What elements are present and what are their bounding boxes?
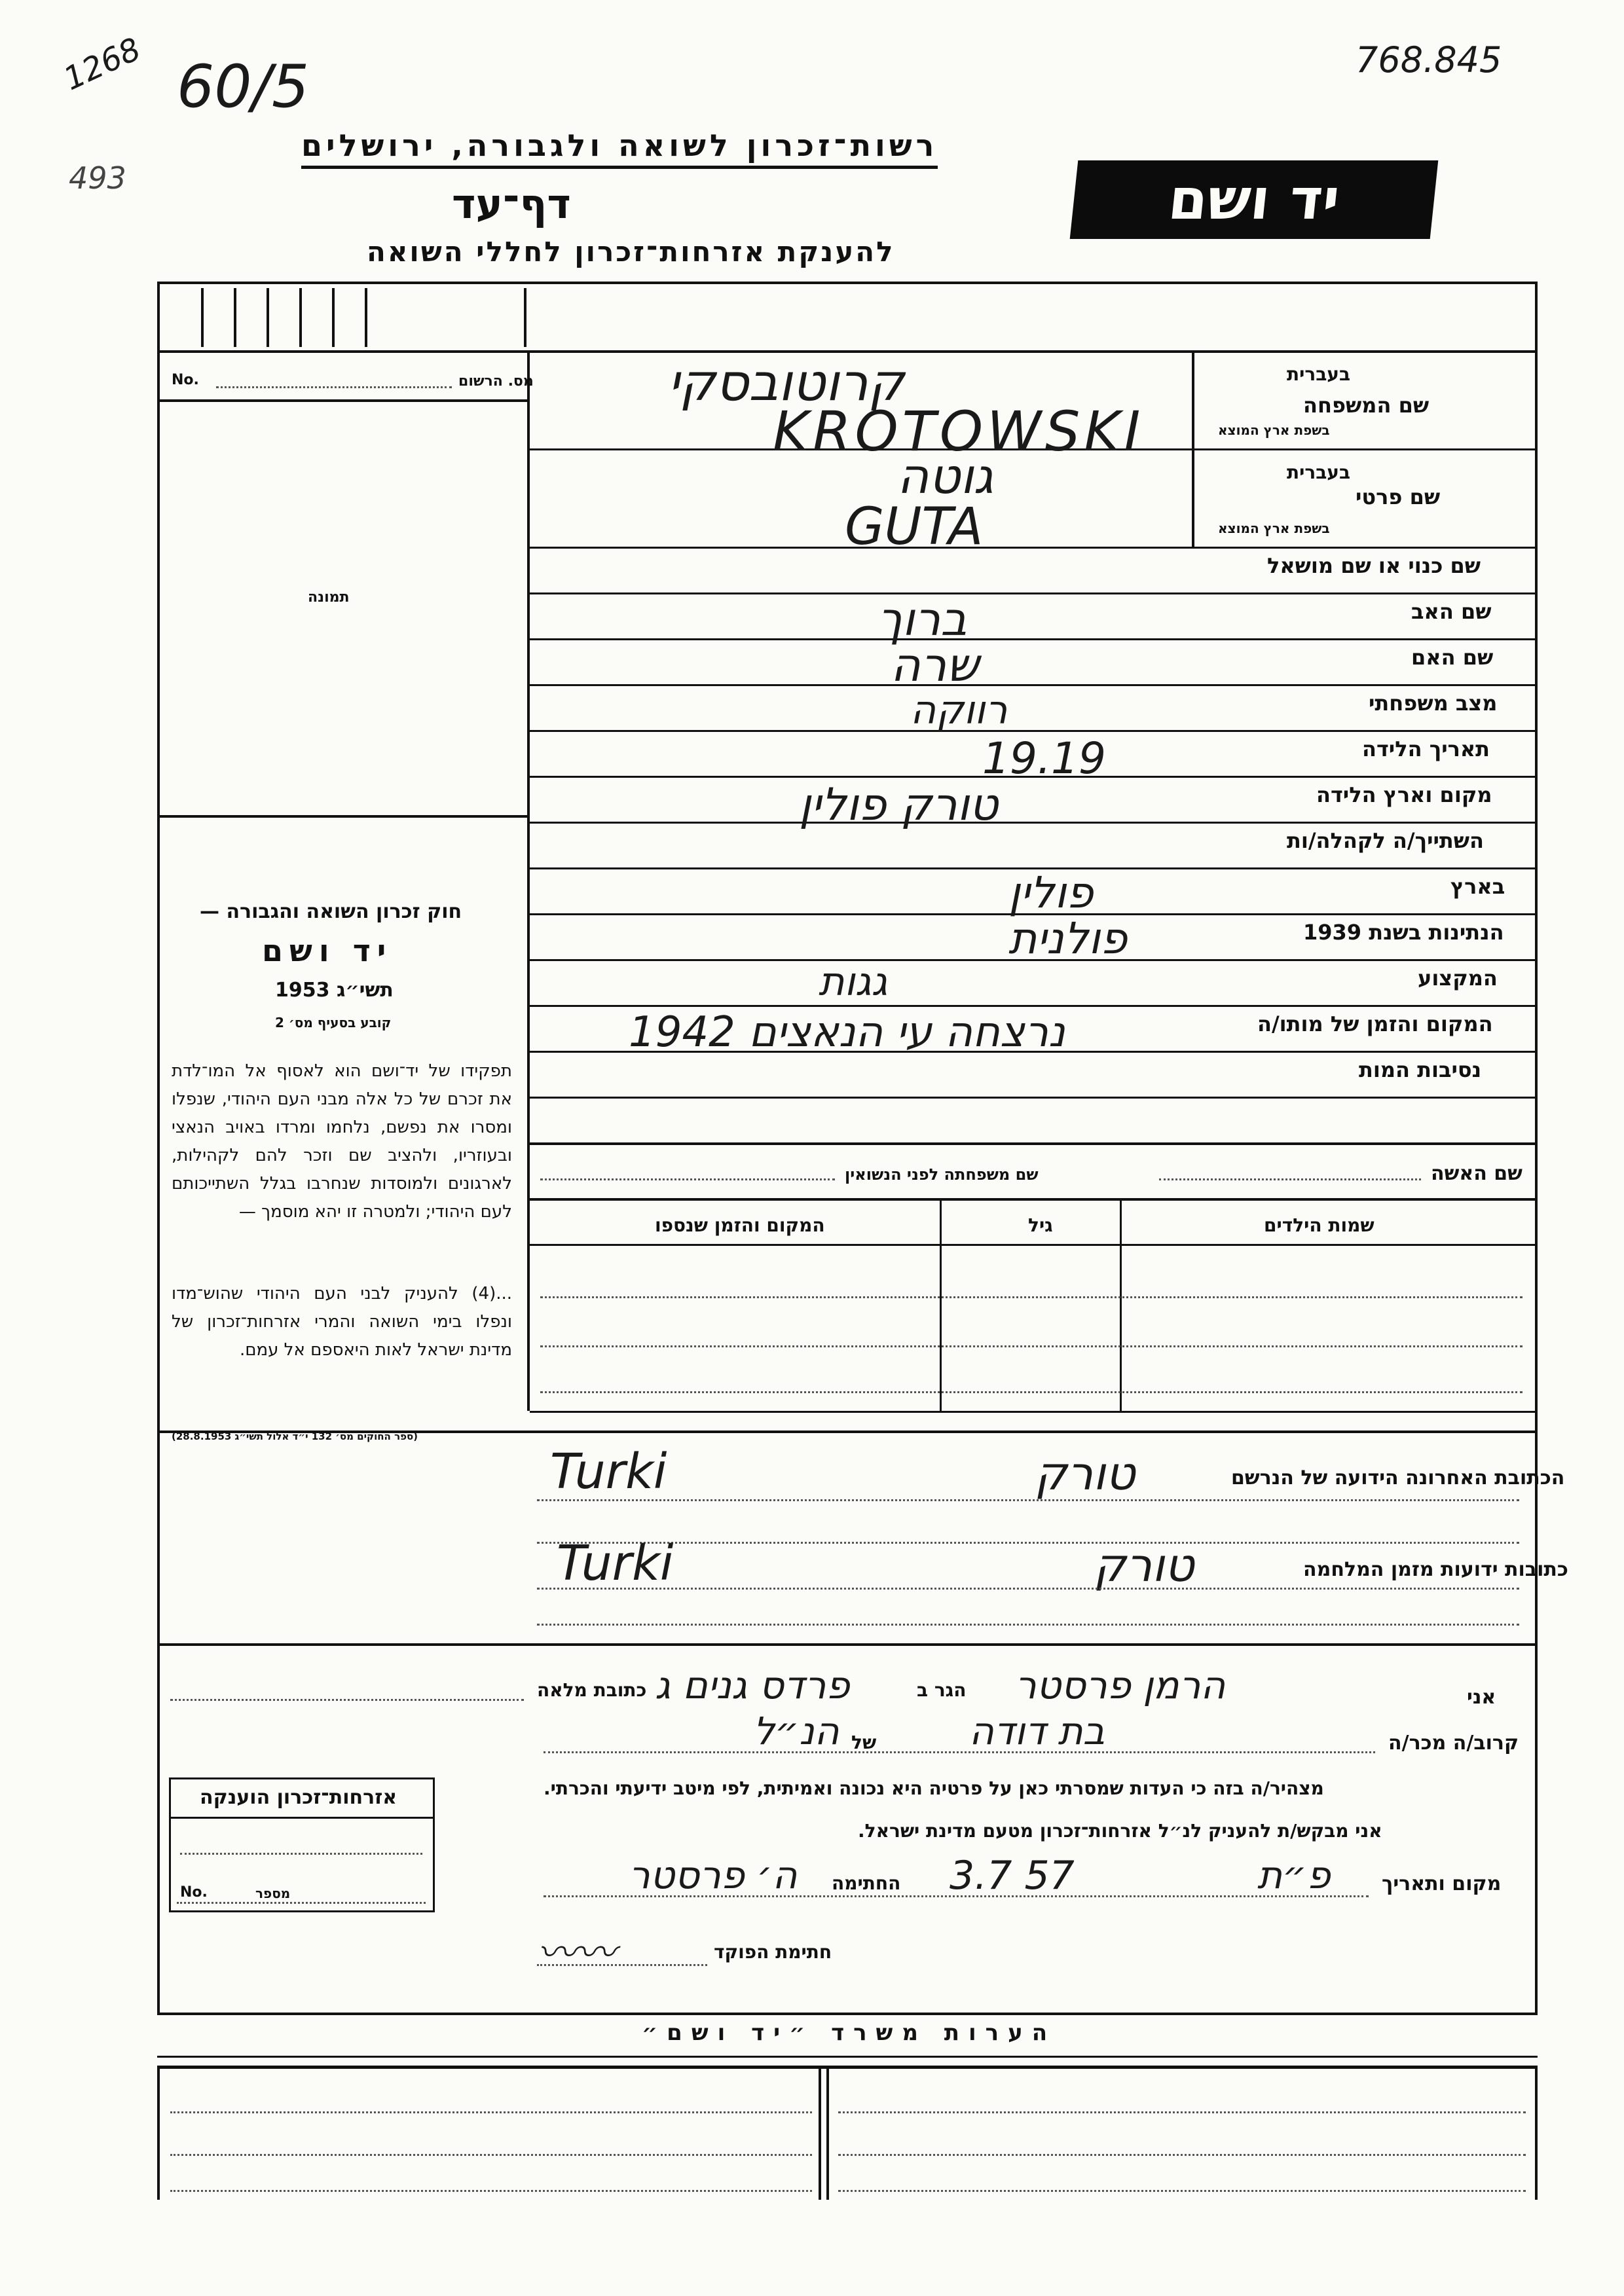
label-marital: מצב משפחתי	[1369, 691, 1498, 716]
law-paragraph-1: תפקידו של יד־ושם הוא לאסוף אל המו־לדת את זכרם של כל אלה מבני העם היהודי, שנפלו ומסרו את נפשם, נלחמו ומרדו באויב הנאצי ובעוזריו, ולהציב שם וזכר להם לקהילות, לארגונים ולמוסדות שנחרבו בגלל השתייכותם לעם היהודי; ולמטרה זו יהא מוסמך —	[172, 1061, 512, 1222]
law-clause: קובע בסעיף מס׳ 2	[275, 1015, 392, 1030]
label-wife: שם האשה	[1431, 1162, 1522, 1185]
value-father: ברוך	[877, 592, 967, 646]
citizenship-box-no: No.	[180, 1884, 208, 1901]
label-nickname: שם כנוי או שם מושאל	[1267, 553, 1481, 578]
value-first-origin: GUTA	[845, 498, 984, 556]
value-of: הנ״ל	[753, 1709, 840, 1753]
citizenship-box-title: אזרחות־זכרון הוענקה	[200, 1786, 397, 1809]
logo: יד ושם	[1070, 160, 1439, 239]
label-mother: שם האם	[1411, 645, 1494, 670]
children-header-age: גיל	[1028, 1214, 1053, 1236]
registry-boxes	[172, 288, 526, 347]
value-country: פולין	[1008, 867, 1094, 918]
value-surname-origin: KROTOWSKI	[773, 399, 1145, 464]
value-citizenship: פולנית	[1008, 913, 1128, 964]
label-birth-date: תאריך הלידה	[1362, 737, 1490, 761]
value-last-address-latin: Turki	[550, 1444, 667, 1500]
law-year: תשי״ג 1953	[275, 979, 394, 1002]
registry-no: No.	[172, 372, 199, 388]
registry-label: מס. הרשום	[458, 373, 534, 390]
label-relative: קרוב/ה מכר/ה	[1388, 1732, 1519, 1755]
value-signature: ה׳ פרסטר	[629, 1853, 798, 1897]
declaration-request: אני מבקש/ת להעניק לנ״ל אזרחות־זכרון מטעם מדינת ישראל.	[858, 1820, 1382, 1842]
label-of: של	[851, 1732, 877, 1753]
value-first-hebrew: גוטה	[897, 448, 993, 505]
law-name: יד ושם	[262, 933, 393, 968]
value-marital: רווקה	[910, 687, 1008, 733]
value-war-address-latin: Turki	[557, 1535, 674, 1592]
notes-title: הערות משרד ״יד ושם״	[642, 2020, 1057, 2046]
value-death-place-time: נרצחה עי הנאצים 1942	[629, 1008, 1065, 1057]
label-first-name: שם פרטי	[1356, 484, 1441, 509]
value-profession: גגות	[819, 959, 888, 1005]
form-title: דף־עד	[452, 180, 571, 228]
label-death-circumstances: נסיבות המות	[1359, 1057, 1482, 1082]
label-i: אני	[1467, 1686, 1496, 1709]
label-surname: שם המשפחה	[1303, 393, 1430, 418]
label-resides: הגר ב	[917, 1679, 967, 1701]
photo-label: תמונה	[308, 589, 350, 606]
officer-signature-mark: 〰〰	[537, 1930, 616, 1976]
value-date: 3.7 57	[950, 1853, 1075, 1899]
children-header-place: המקום והזמן שנספו	[655, 1214, 825, 1236]
top-left-code: 60/5	[177, 52, 310, 121]
declaration-statement: מצהיר/ה בזה כי העדות שמסרתי כאן על פרטיה היא נכונה ואמיתית, לפי מיטב ידיעתי והכרתי.	[544, 1777, 1324, 1799]
value-birth-date: 19.19	[982, 733, 1106, 784]
law-title: חוק זכרון השואה והגבורה —	[200, 900, 462, 923]
value-place: פ״ת	[1257, 1853, 1331, 1897]
label-first-hebrew: בעברית	[1287, 462, 1351, 483]
label-signature: החתימה	[832, 1872, 901, 1894]
value-surname-hebrew: קרוטובסקי	[668, 354, 904, 412]
value-war-address-hebrew: טורק	[1094, 1539, 1194, 1592]
top-left-number: 1268	[58, 30, 147, 98]
value-last-address-hebrew: טורק	[1035, 1447, 1135, 1501]
label-father: שם האב	[1411, 599, 1492, 624]
label-death-place-time: המקום והזמן של מותו/ה	[1257, 1011, 1493, 1036]
value-resides: פרדס גנים ג	[655, 1663, 850, 1707]
label-surname-hebrew: בעברית	[1287, 363, 1351, 385]
form-subtitle: להענקת אזרחות־זכרון לחללי השואה	[367, 236, 895, 268]
law-paragraph-2: ...(4) להעניק לבני העם היהודי שהוש־מדו ונפלו בימי השואה והמרי אזרחות־זכרון של מדינת ישראל לאות היאספם אל עמם.	[172, 1284, 512, 1360]
label-maiden: שם משפחתה לפני הנשואין	[845, 1165, 1039, 1184]
stamp-number: 493	[69, 160, 126, 196]
value-declarant: הרמן פרסטר	[1015, 1663, 1226, 1707]
law-source: (ספר החוקים מס׳ 132 י״ד אלול תשי״ג 28.8.1953)	[172, 1430, 418, 1442]
label-surname-origin: בשפת ארץ המוצא	[1218, 422, 1330, 438]
label-community: השתייך/ה לקהלה/ות	[1287, 828, 1485, 853]
value-mother: שרה	[891, 638, 979, 692]
label-first-origin: בשפת ארץ המוצא	[1218, 520, 1330, 536]
institution-name: רשות־זכרון לשואה ולגבורה, ירושלים	[301, 128, 938, 169]
label-place-date: מקום ותאריך	[1382, 1872, 1502, 1895]
label-citizenship: הנתינות בשנת 1939	[1303, 920, 1504, 945]
label-officer-signature: חתימת הפוקד	[714, 1941, 832, 1963]
value-birth-place: טורק פולין	[799, 779, 999, 831]
label-profession: המקצוע	[1418, 966, 1498, 991]
label-birth-place: מקום וארץ הלידה	[1316, 782, 1492, 807]
label-war-address: כתובות ידועות מזמן המלחמה	[1303, 1558, 1568, 1581]
citizenship-box-number: מספר	[255, 1886, 291, 1901]
label-country: בארץ	[1450, 874, 1505, 899]
value-relative: בת דודה	[969, 1709, 1105, 1753]
label-last-address: הכתובת האחרונה הידועה של הנרשם	[1231, 1467, 1565, 1489]
top-right-number: 768.845	[1356, 39, 1502, 81]
children-header-names: שמות הילדים	[1264, 1214, 1375, 1236]
label-full-address: כתובת מלאה	[537, 1679, 647, 1701]
